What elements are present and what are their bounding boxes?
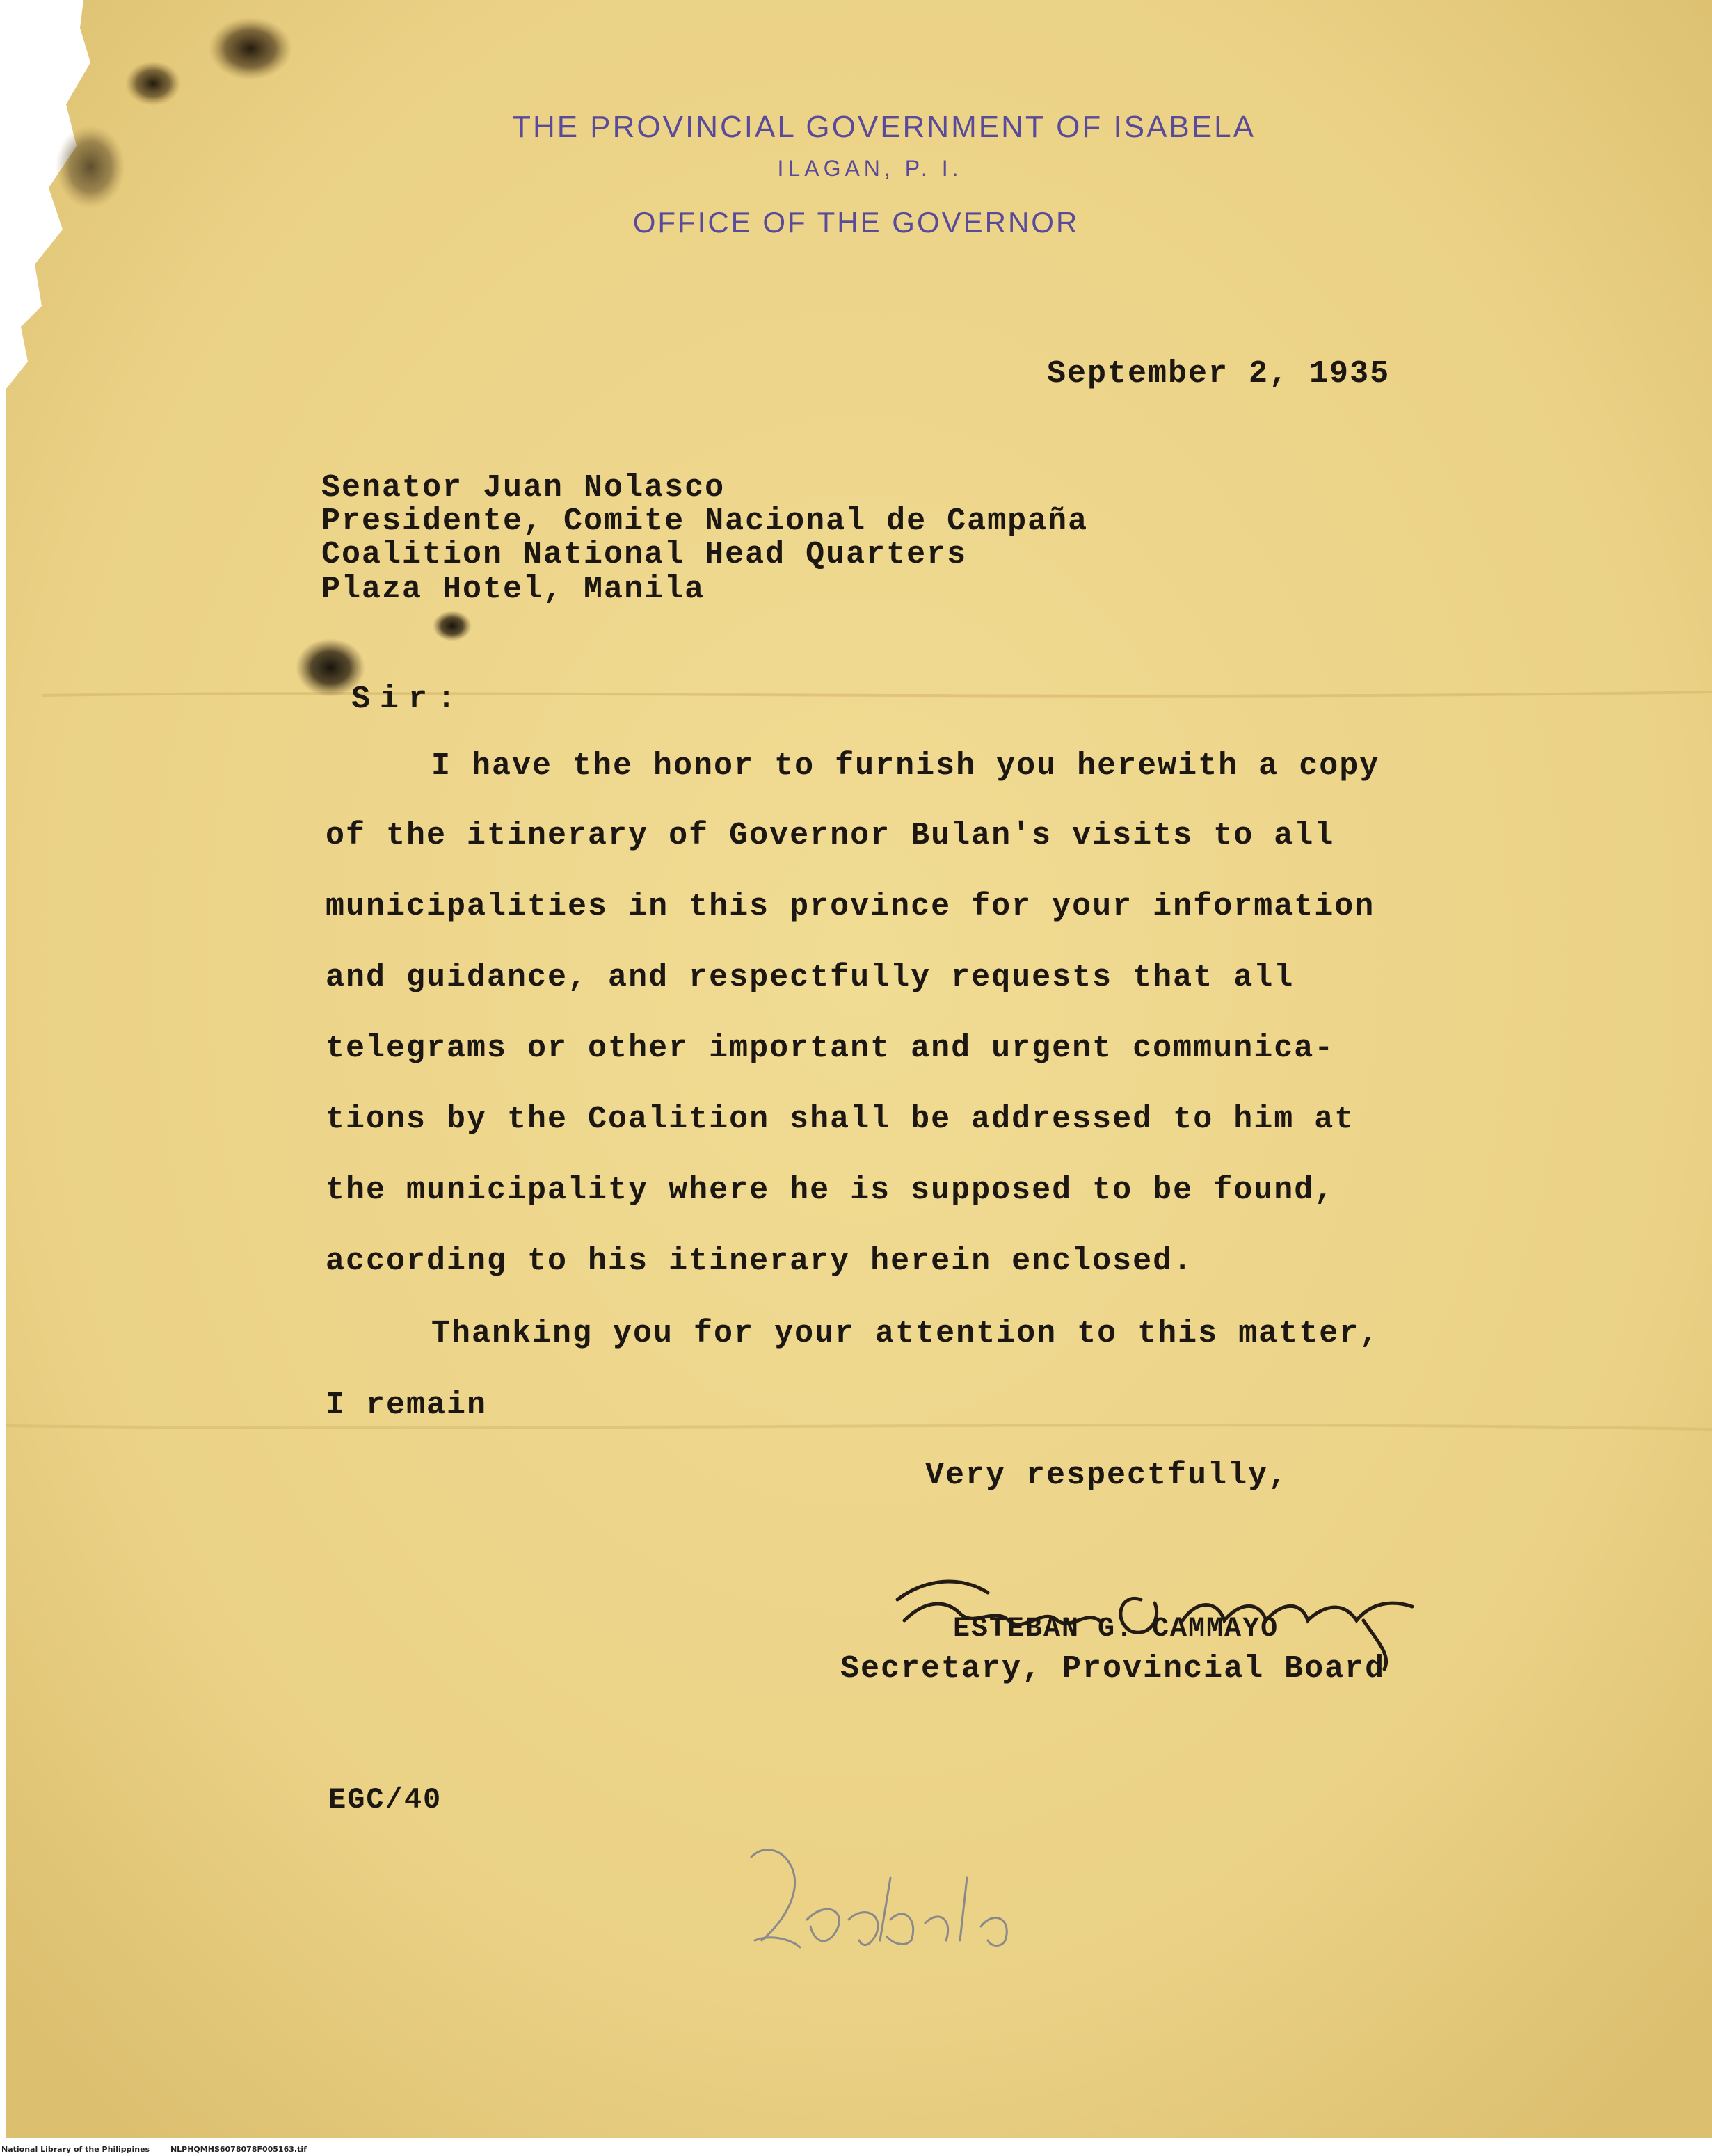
burn-mark xyxy=(209,17,292,80)
letterhead-title: THE PROVINCIAL GOVERNMENT OF ISABELA xyxy=(512,110,1256,144)
letterhead-location: ILAGAN, P. I. xyxy=(777,156,963,181)
signer-name: ESTEBAN G. CAMMAYO xyxy=(953,1614,1279,1645)
recipient-name: Senator Juan Nolasco xyxy=(321,470,726,506)
body-line: I have the honor to furnish you herewith a copy xyxy=(431,748,1380,784)
letterhead-office: OFFICE OF THE GOVERNOR xyxy=(632,206,1080,239)
paper-sheet xyxy=(6,0,1712,2138)
body-line: and guidance, and respectfully requests that all xyxy=(326,960,1295,995)
recipient-position: Presidente, Comite Nacional de Campaña xyxy=(321,504,1089,539)
footer-library: National Library of the Philippines xyxy=(1,2145,150,2154)
body-line: of the itinerary of Governor Bulan's visits to all xyxy=(326,818,1335,853)
body-line: Thanking you for your attention to this matter, xyxy=(431,1316,1380,1351)
complimentary-close: Very respectfully, xyxy=(925,1458,1289,1493)
body-line: municipalities in this province for your information xyxy=(326,889,1375,924)
body-line: I remain xyxy=(326,1387,488,1423)
reference-initials: EGC/40 xyxy=(328,1783,442,1817)
footer-file-id: NLPHQMHS6078078F005163.tif xyxy=(170,2145,307,2154)
salutation: Sir: xyxy=(351,682,466,717)
body-line: according to his itinerary herein enclosed. xyxy=(326,1244,1194,1279)
body-line: tions by the Coalition shall be addressed to him at xyxy=(326,1102,1355,1137)
signer-title: Secretary, Provincial Board xyxy=(840,1651,1386,1687)
scan-footer xyxy=(1,2145,325,2154)
recipient-organization: Coalition National Head Quarters xyxy=(321,537,968,572)
letter-date: September 2, 1935 xyxy=(1047,356,1391,392)
body-line: the municipality where he is supposed to be found, xyxy=(326,1173,1335,1208)
body-line: telegrams or other important and urgent communica- xyxy=(326,1031,1335,1066)
recipient-location: Plaza Hotel, Manila xyxy=(321,572,705,607)
